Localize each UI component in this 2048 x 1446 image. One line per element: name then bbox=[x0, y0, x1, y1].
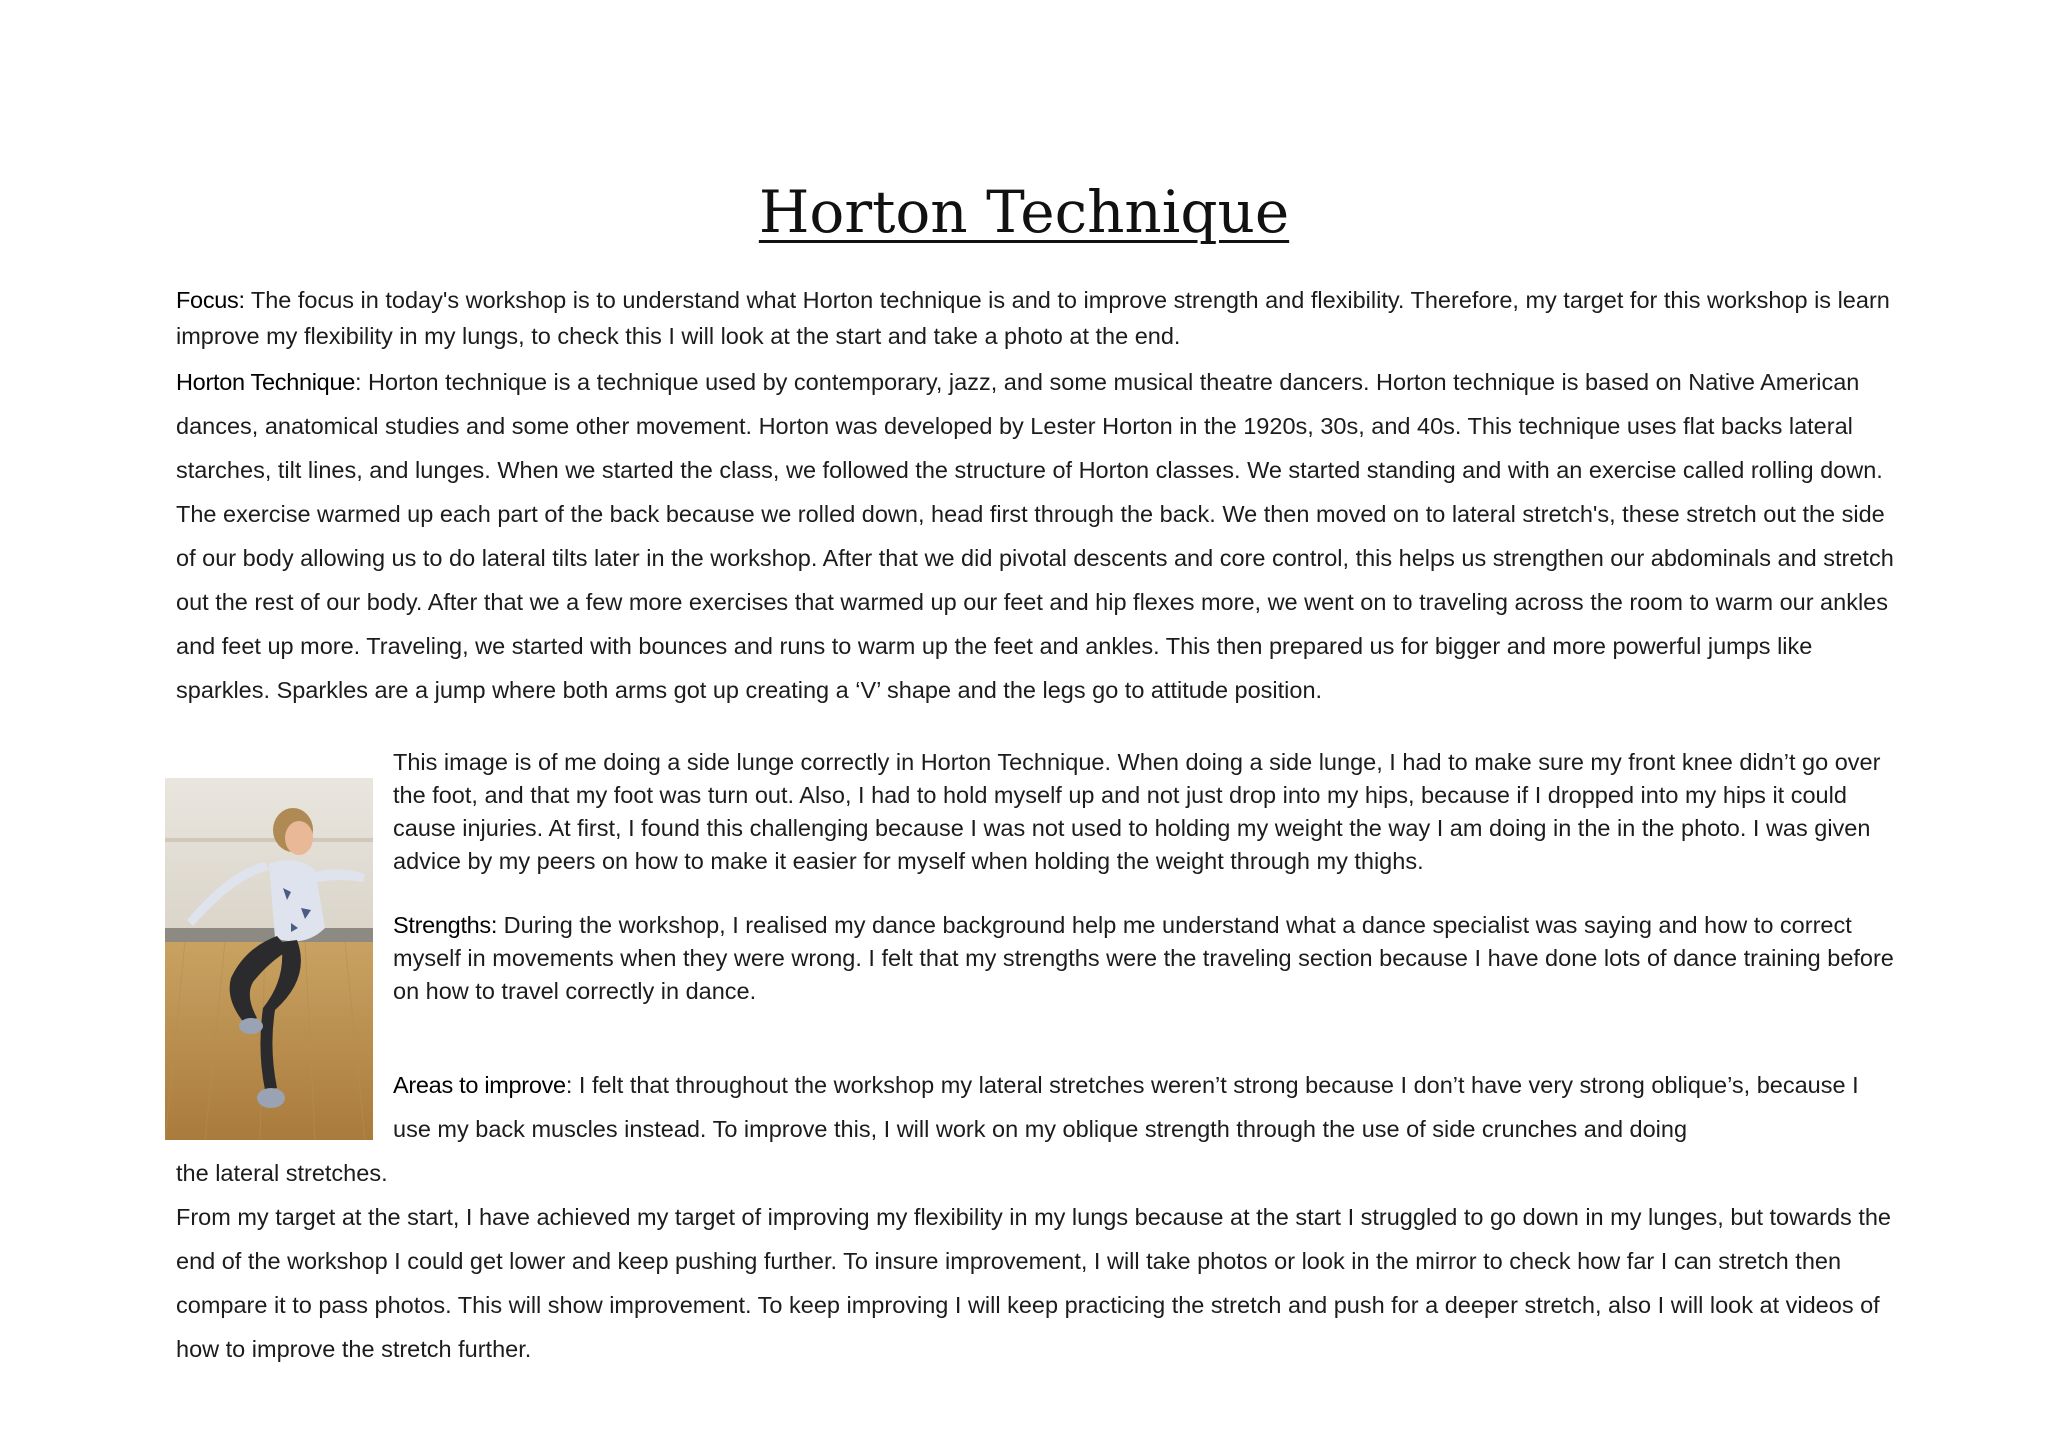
horton-technique-label: Horton Technique bbox=[176, 369, 355, 395]
focus-text: The focus in today's workshop is to understand what Horton technique is and to improve strength and flexibility. Therefore, my target for this workshop is learn improve my flexibility in my lungs, to check this I will look at the start and take a photo at the end. bbox=[176, 287, 1890, 349]
image-caption-paragraph: This image is of me doing a side lunge correctly in Horton Technique. When doing a side lunge, I had to make sure my front knee didn’t go over the foot, and that my foot was turn out. Also, I had to hold myself up and not just drop into my hips, because if I dropped into my hips it could cause injuries. At first, I found this challenging because I was not used to holding my weight the way I am doing in the in the photo. I was given advice by my peers on how to make it easier for myself when holding the weight through my thighs. bbox=[393, 749, 1881, 874]
strengths-label: Strengths: bbox=[393, 912, 498, 938]
areas-to-improve-label: Areas to improve bbox=[393, 1072, 566, 1098]
strengths-text: During the workshop, I realised my dance background help me understand what a dance specialist was saying and how to correct myself in movements when they were wrong. I felt that my strengths were the traveling section because I have done lots of dance training before on how to travel correctly in dance. bbox=[393, 912, 1894, 1004]
side-lunge-photo bbox=[165, 778, 373, 1140]
areas-to-improve-text: : I felt that throughout the workshop my lateral stretches weren’t strong because I don’t have very strong oblique’s, because I use my back muscles instead. To improve this, I will work on my oblique strength through the use of side crunches and doing bbox=[393, 1072, 1859, 1142]
focus-label: Focus: bbox=[176, 287, 245, 313]
horton-technique-text: : Horton technique is a technique used by contemporary, jazz, and some musical theatre dancers. Horton technique is based on Native American dances, anatomical studies and some other movement. Horton was developed by Lester Horton in the 1920s, 30s, and 40s. This technique uses flat backs lateral starches, tilt lines, and lunges. When we started the class, we followed the structure of Horton classes. We started standing and with an exercise called rolling down. The exercise warmed up each part of the back because we rolled down, head first through the back. We then moved on to lateral stretch's, these stretch out the side of our body allowing us to do lateral tilts later in the workshop. After that we did pivotal descents and core control, this helps us strengthen our abdominals and stretch out the rest of our body. After that we a few more exercises that warmed up our feet and hip flexes more, we went on to traveling across the room to warm our ankles and feet up more. Traveling, we started with bounces and runs to warm up the feet and ankles. This then prepared us for bigger and more powerful jumps like sparkles. Sparkles are a jump where both arms got up creating a ‘V’ shape and the legs go to attitude position. bbox=[176, 369, 1894, 703]
target-reflection-paragraph: From my target at the start, I have achieved my target of improving my flexibility in my lungs because at the start I struggled to go down in my lunges, but towards the end of the workshop I could get lower and keep pushing further. To insure improvement, I will take photos or look in the mirror to check how far I can stretch then compare it to pass photos. This will show improvement. To keep improving I will keep practicing the stretch and push for a deeper stretch, also I will look at videos of how to improve the stretch further. bbox=[176, 1204, 1891, 1362]
areas-to-improve-continued: the lateral stretches. bbox=[176, 1160, 388, 1186]
page-title: Horton Technique bbox=[758, 178, 1290, 246]
areas-to-improve-paragraph bbox=[393, 1063, 1898, 1151]
strengths-paragraph bbox=[393, 909, 1898, 1008]
focus-paragraph bbox=[176, 282, 1896, 354]
horton-technique-paragraph bbox=[176, 360, 1896, 712]
